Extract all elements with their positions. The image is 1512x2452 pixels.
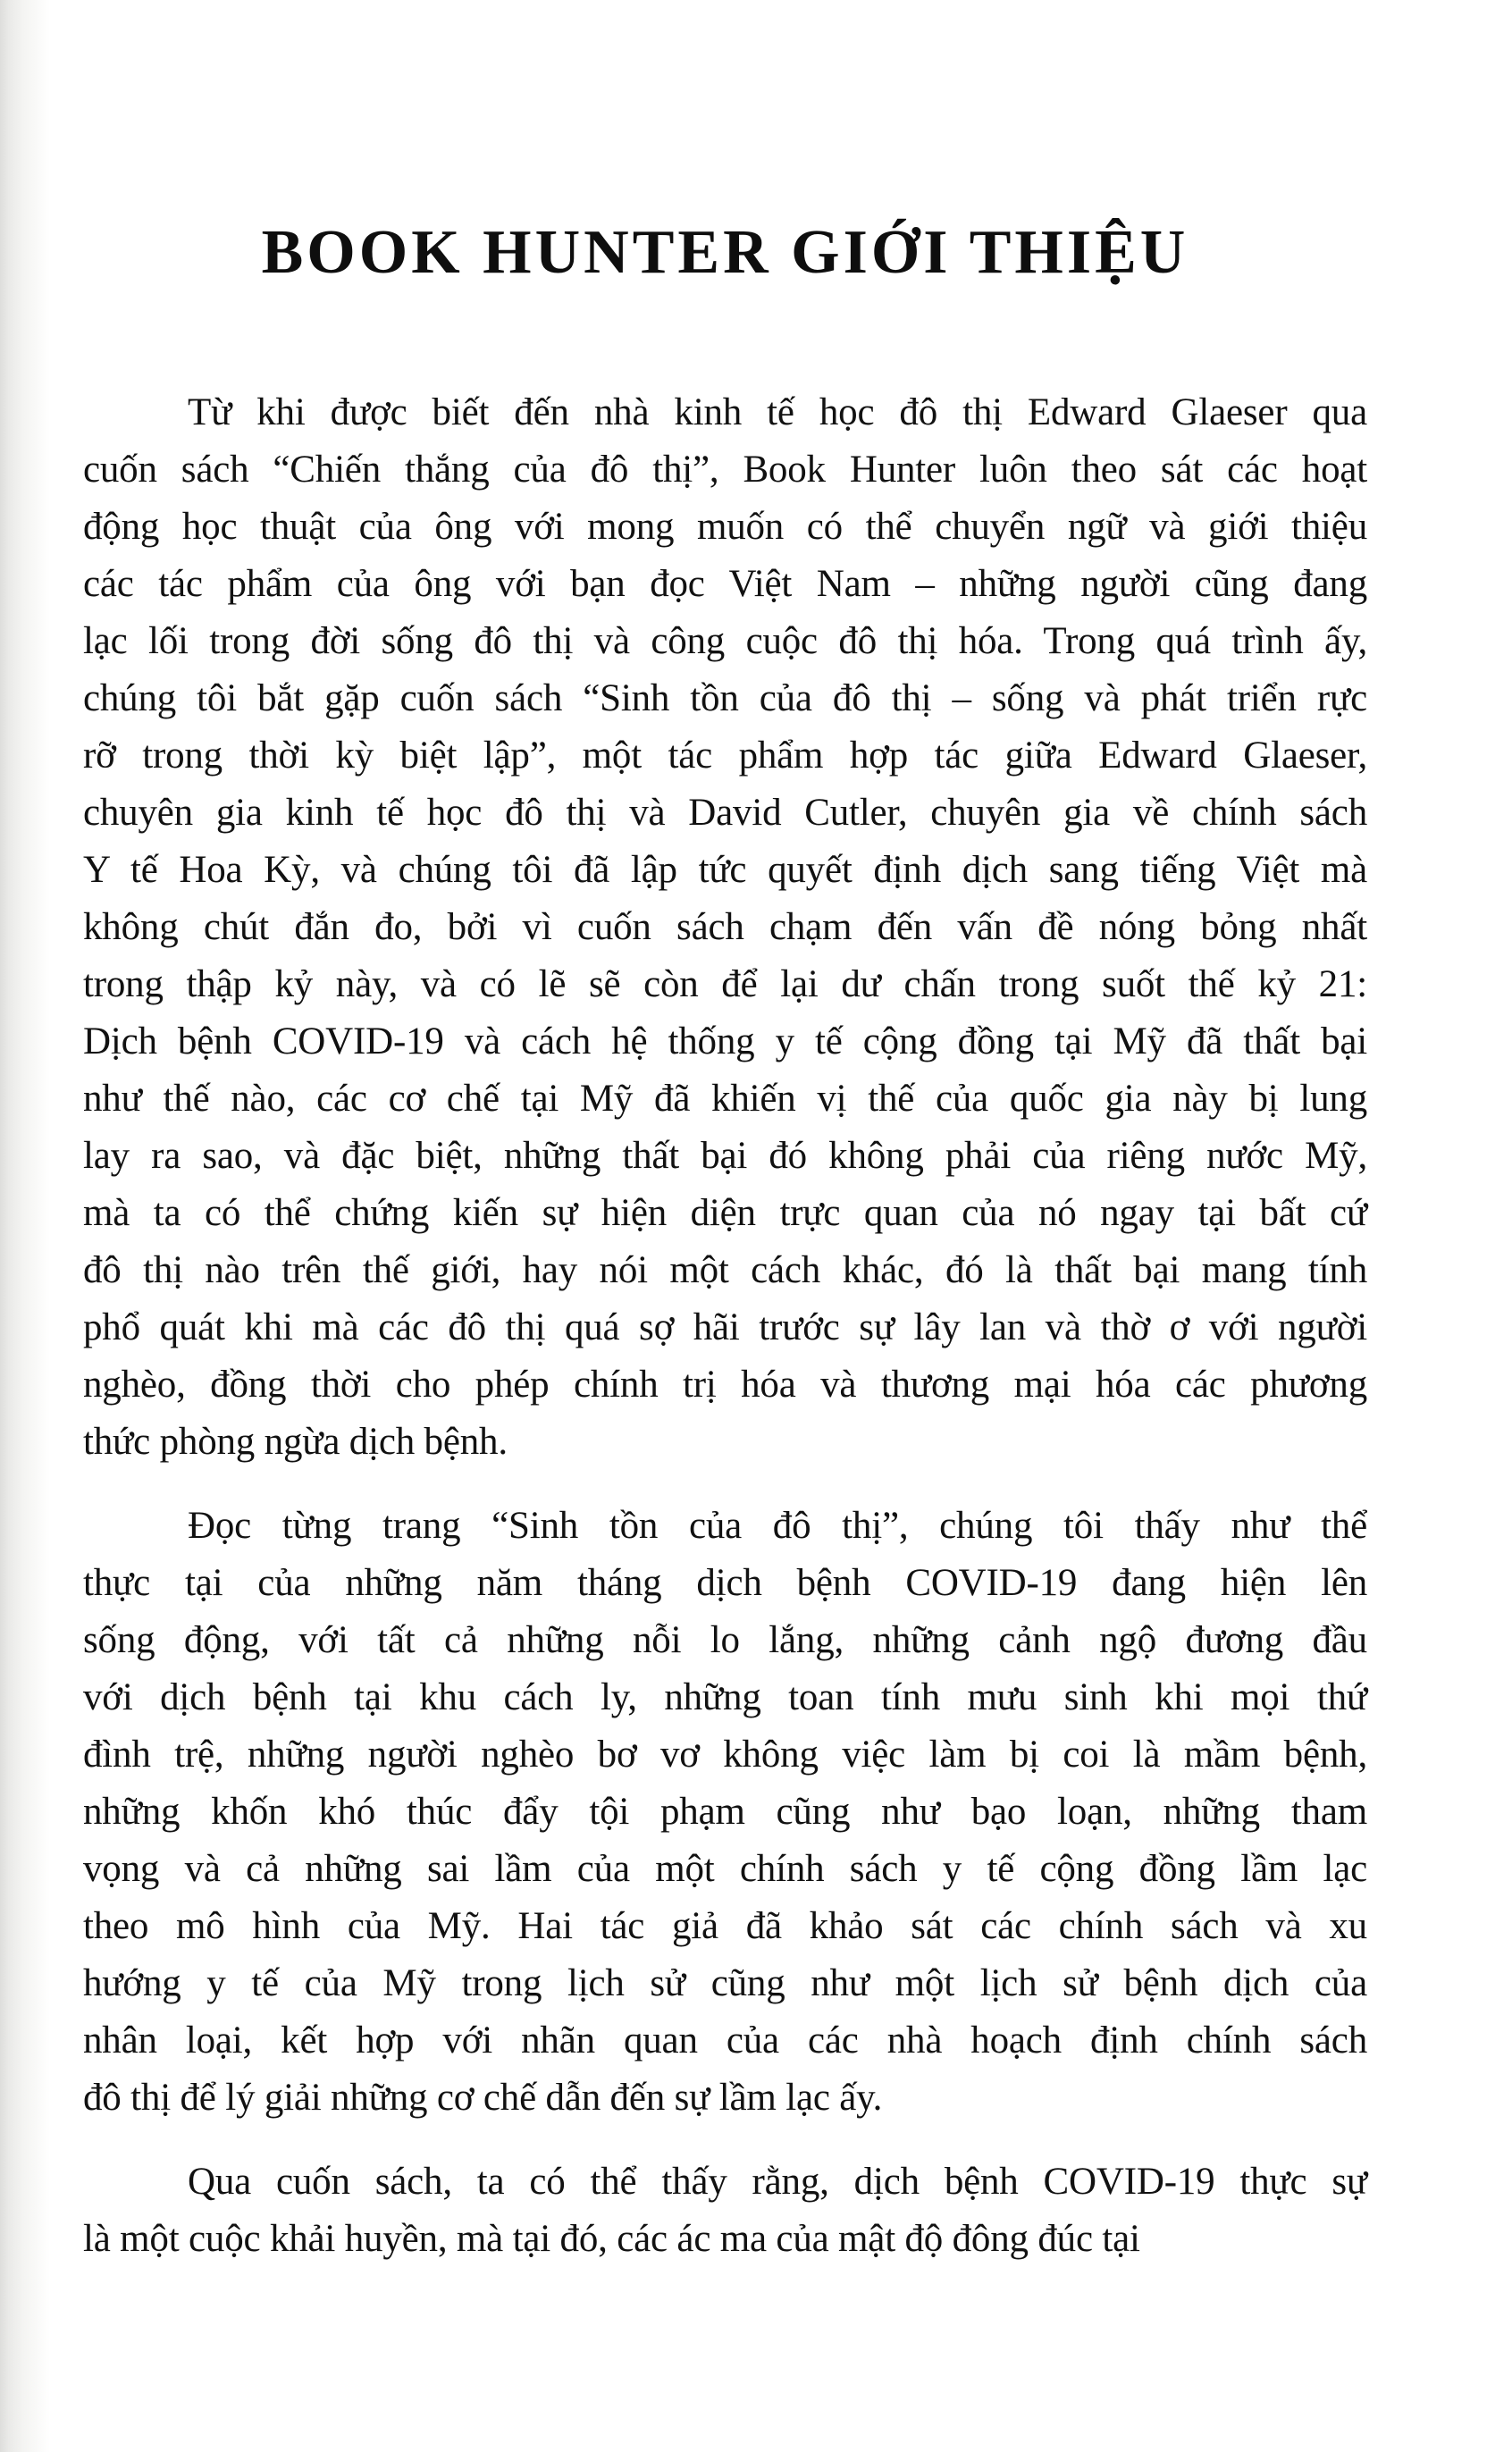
text-line: nghèo, đồng thời cho phép chính trị hóa và thương mại hóa các phương — [83, 1364, 1367, 1406]
text-line: Dịch bệnh COVID-19 và cách hệ thống y tế cộng đồng tại Mỹ đã thất bại — [83, 1020, 1367, 1062]
text-line: chuyên gia kinh tế học đô thị và David Cutler, chuyên gia về chính sách — [83, 792, 1367, 834]
text-line: như thế nào, các cơ chế tại Mỹ đã khiến vị thế của quốc gia này bị lung — [83, 1078, 1367, 1120]
paragraph — [83, 1498, 1367, 2127]
text-line: động học thuật của ông với mong muốn có thể chuyển ngữ và giới thiệu — [83, 506, 1367, 548]
text-line: đô thị để lý giải những cơ chế dẫn đến sự lầm lạc ấy. — [83, 2077, 883, 2119]
text-line: vọng và cả những sai lầm của một chính sách y tế cộng đồng lầm lạc — [83, 1848, 1367, 1890]
text-line: nhân loại, kết hợp với nhãn quan của các nhà hoạch định chính sách — [83, 2020, 1367, 2062]
scan-edge-shadow — [0, 0, 50, 2452]
text-line: lay ra sao, và đặc biệt, những thất bại đó không phải của riêng nước Mỹ, — [83, 1135, 1367, 1177]
text-line: mà ta có thể chứng kiến sự hiện diện trực quan của nó ngay tại bất cứ — [83, 1192, 1367, 1234]
text-line: Qua cuốn sách, ta có thể thấy rằng, dịch bệnh COVID-19 thực sự — [188, 2161, 1367, 2203]
text-line: Đọc từng trang “Sinh tồn của đô thị”, chúng tôi thấy như thể — [188, 1505, 1367, 1547]
page-title: BOOK HUNTER GIỚI THIỆU — [261, 218, 1189, 287]
text-line: các tác phẩm của ông với bạn đọc Việt Nam – những người cũng đang — [83, 563, 1367, 605]
text-line: với dịch bệnh tại khu cách ly, những toan tính mưu sinh khi mọi thứ — [83, 1676, 1367, 1718]
text-line: trong thập kỷ này, và có lẽ sẽ còn để lại dư chấn trong suốt thế kỷ 21: — [83, 963, 1367, 1005]
text-line: là một cuộc khải huyền, mà tại đó, các ác ma của mật độ đông đúc tại — [83, 2218, 1140, 2260]
text-line: phổ quát khi mà các đô thị quá sợ hãi trước sự lây lan và thờ ơ với người — [83, 1306, 1367, 1348]
text-line: theo mô hình của Mỹ. Hai tác giả đã khảo sát các chính sách và xu — [83, 1905, 1367, 1947]
text-line: cuốn sách “Chiến thắng của đô thị”, Book Hunter luôn theo sát các hoạt — [83, 449, 1367, 491]
page-content — [83, 0, 1367, 2268]
text-line: đình trệ, những người nghèo bơ vơ không việc làm bị coi là mầm bệnh, — [83, 1734, 1367, 1776]
body-text — [83, 384, 1367, 2268]
text-line: lạc lối trong đời sống đô thị và công cuộc đô thị hóa. Trong quá trình ấy, — [83, 620, 1367, 662]
text-line: chúng tôi bắt gặp cuốn sách “Sinh tồn của đô thị – sống và phát triển rực — [83, 677, 1367, 719]
text-line: rỡ trong thời kỳ biệt lập”, một tác phẩm hợp tác giữa Edward Glaeser, — [83, 735, 1367, 777]
text-line: những khốn khó thúc đẩy tội phạm cũng như bạo loạn, những tham — [83, 1791, 1367, 1833]
text-line: không chút đắn đo, bởi vì cuốn sách chạm đến vấn đề nóng bỏng nhất — [83, 906, 1367, 948]
text-line: Từ khi được biết đến nhà kinh tế học đô thị Edward Glaeser qua — [188, 391, 1367, 433]
text-line: hướng y tế của Mỹ trong lịch sử cũng như một lịch sử bệnh dịch của — [83, 1962, 1367, 2004]
paragraph — [83, 384, 1367, 1471]
paragraph — [83, 2154, 1367, 2268]
text-line: Y tế Hoa Kỳ, và chúng tôi đã lập tức quyết định dịch sang tiếng Việt mà — [83, 849, 1367, 891]
text-line: thức phòng ngừa dịch bệnh. — [83, 1421, 508, 1463]
text-line: sống động, với tất cả những nỗi lo lắng, những cảnh ngộ đương đầu — [83, 1619, 1367, 1661]
text-line: thực tại của những năm tháng dịch bệnh COVID-19 đang hiện lên — [83, 1562, 1367, 1604]
text-line: đô thị nào trên thế giới, hay nói một cách khác, đó là thất bại mang tính — [83, 1249, 1367, 1291]
